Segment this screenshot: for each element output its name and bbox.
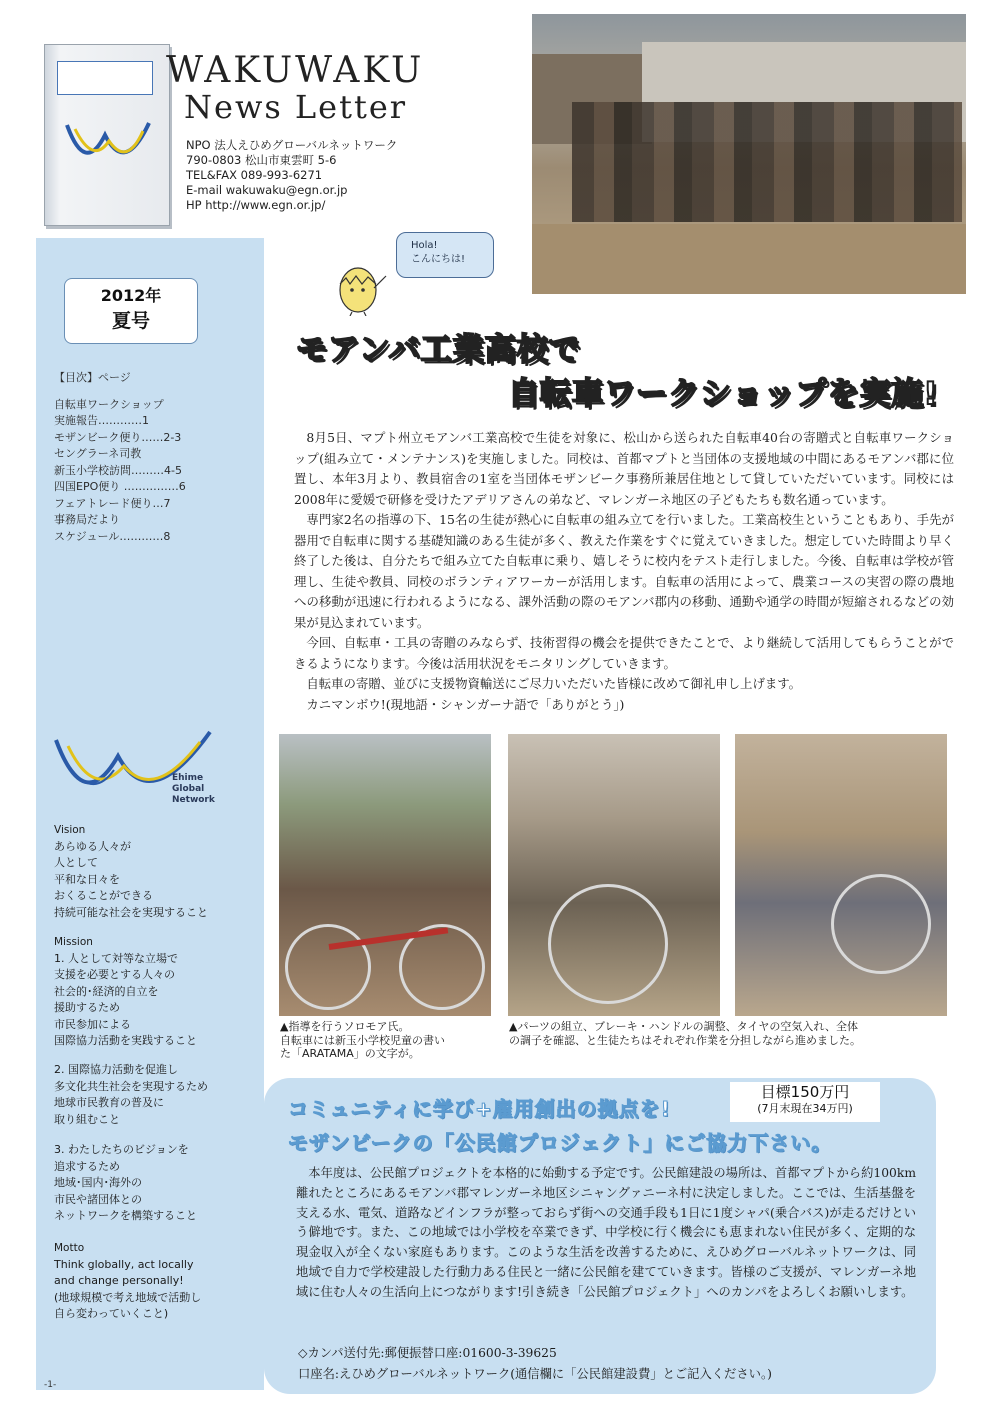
caption-line: の調子を確認、と生徒たちはそれぞれ作業を分担しながら進めました。 [509,1033,861,1047]
greeting-line-2: こんにちは! [411,254,466,265]
mission-line: 地球市民教育の普及に [54,1096,164,1109]
article-paragraph: 自転車の寄贈、並びに支援物資輸送にご尽力いただいた皆様に改めて御礼申し上げます。 [306,676,802,691]
vision-line: 人として [54,856,98,869]
mission-line: 1. 人として対等な立場で [54,951,178,965]
toc-entry: セングラーネ司教 [54,447,142,460]
mission-line: 追求するため [54,1159,120,1173]
toc-entry: スケジュール…………8 [54,529,171,543]
toc-entry: 事務局だより [54,513,120,526]
motto-line: Think globally, act locally [54,1257,194,1271]
mission-line: 多文化共生社会を実現するため [54,1079,208,1093]
project-body [296,1164,916,1303]
mission-item-2 [54,1062,254,1128]
toc-entry: 新玉小学校訪問………4-5 [54,463,182,477]
motto-line: and change personally! [54,1274,184,1287]
mission-heading: Mission [54,936,93,948]
logo-word-2: Global [172,784,205,794]
photo1-caption [280,1020,500,1061]
article-paragraph: 8月5日、マプト州立モアンバ工業高校で生徒を対象に、松山から送られた自転車40台の寄贈式と自転車ワークショップ(組み立て・メンテナンス)を実施しました。同校は、首都マプトと当団体の支援地域の中間にあるモアンバ郡に位置し、本年3月より、教員宿舎の1室を当団体モザンビーク事務所兼居住地として貸していただいています。同校には2008年に愛媛で研修を受けたアデリアさんの弟など、マレンガーネ地区の子どもたちも数名通っています。 [294,430,954,507]
toc-title: 【目次】ページ [54,371,131,384]
donation-account: ◇カンパ送付先:郵便振替口座:01600-3-39625 [298,1346,557,1360]
motto-line: (地球規模で考え地域で活動し [54,1290,202,1304]
mission-line: 市民や諸団体との [54,1192,142,1206]
toc-entry: 自転車ワークショップ [54,397,164,411]
photo23-caption [509,1020,949,1047]
newsletter-title-line1: WAKUWAKU [166,50,425,91]
toc-entry: モザンビーク便り……2-3 [54,430,182,444]
mission-line: 地域･国内･海外の [54,1176,142,1189]
article-paragraph: カニマンボウ!(現地語・シャンガーナ語で「ありがとう」) [306,696,625,712]
bicycle-instruction-photo [279,734,491,1016]
fundraising-goal-box [730,1082,880,1122]
mission-line: 支援を必要とする人々の [54,968,175,981]
students-with-bicycles-photo [532,14,966,294]
bicycle-assembly-photo [508,734,720,1016]
vision-line: 持続可能な社会を実現すること [54,905,208,919]
newsletter-book-cover-image [44,44,170,226]
table-of-contents [54,370,224,545]
postal-address: 790-0803 松山市東雲町 5-6 [186,153,337,167]
donation-account-name: 口座名:えひめグローバルネットワーク(通信欄に「公民館建設費」とご記入ください。) [298,1367,772,1381]
article-headline-line2: 自転車ワークショップを実施! [508,376,939,412]
project-headline-line1: コミュニティに学び+雇用創出の拠点を! [288,1097,671,1121]
mission-line: 国際協力活動を実践すること [54,1034,197,1047]
caption-line: 自転車には新玉小学校児童の書い [280,1033,445,1047]
organization-contact [186,138,397,213]
mission-line: 市民参加による [54,1017,131,1031]
project-paragraph: 本年度は、公民館プロジェクトを本格的に始動する予定です。公民館建設の場所は、首都マプトから約100km離れたところにあるモアンバ郡マレンガーネ地区シニャングァニーネ村に決定しました。ここでは、生活基盤を支える水、電気、道路などインフラが整っておらず街への交通手段も1日に1度シャパ(乗合バス)が走るだけという僻地です。また、この地域では小学校を卒業できず、中学校に行く機会にも恵まれない住民が多く、定期的な現金収入が全くない家庭もあります。このような生活を改善するために、えひめグローバルネットワークは、同地域で自力で学校建設した行動力ある住民と一緒に公民館を建てていきます。皆様のご支援が、マレンガーネ地域に住む人々の生活向上につながります!引き続き「公民館プロジェクト」へのカンパをよろしくお願いします。 [296,1166,916,1299]
email-address: E-mail wakuwaku@egn.or.jp [186,183,348,197]
vision-line: 平和な日々を [54,872,120,886]
motto-heading: Motto [54,1242,85,1254]
mission-section [54,934,254,1050]
page-number: -1- [44,1380,57,1390]
caption-line: ▲パーツの組立、ブレーキ・ハンドルの調整、タイヤの空気入れ、全体 [509,1020,859,1033]
organization-name: NPO 法人えひめグローバルネットワーク [186,138,398,152]
logo-word-1: Ehime [172,773,204,783]
project-headline-line2: モザンビークの「公民館プロジェクト」にご協力下さい。 [288,1131,833,1155]
goal-progress: (7月末現在34万円) [757,1102,853,1115]
mission-line: ネットワークを構築すること [54,1209,197,1222]
vision-line: あらゆる人々が [54,839,131,853]
homepage-url: HP http://www.egn.or.jp/ [186,198,326,212]
article-body [294,428,954,715]
vision-line: おくることができる [54,889,153,902]
logo-word-3: Network [172,795,215,805]
caption-line: ▲指導を行うソロモア氏。 [280,1020,410,1033]
book-cover-label-graphic [57,61,153,95]
egg-mascot-icon [330,250,390,316]
issue-year: 2012年 [100,286,162,305]
caption-line: た「ARATAMA」の文字が。 [280,1047,420,1060]
mission-line: 2. 国際協力活動を促進し [54,1063,178,1076]
motto-section [54,1240,254,1323]
mission-line: 援助するため [54,1001,120,1014]
toc-entry: 四国EPO便り ……………6 [54,480,186,493]
toc-entry: 実施報告…………1 [54,414,149,427]
egn-logo-text [172,773,215,806]
greeting-speech-bubble [396,232,494,278]
motto-line: 自ら変わっていくこと) [54,1307,169,1320]
mission-line: 社会的･経済的自立を [54,984,159,998]
vision-heading: Vision [54,824,86,836]
newsletter-title-line2: News Letter [184,88,408,126]
issue-season-box [64,278,198,344]
mission-item-3 [54,1142,254,1225]
article-paragraph: 今回、自転車・工具の寄贈のみならず、技術習得の機会を提供できたことで、より継続して活用してもらうことができるようになります。今後は活用状況をモニタリングしていきます。 [294,635,954,671]
mission-line: 3. わたしたちのビジョンを [54,1143,189,1156]
book-cover-logo-graphic [65,115,151,175]
tel-fax: TEL&FAX 089-993-6271 [186,168,323,182]
mission-line: 取り組むこと [54,1112,120,1126]
toc-entry: フェアトレード便り…7 [54,496,171,510]
issue-season: 夏号 [111,310,150,332]
article-headline-line1: モアンバ工業高校で [296,332,581,368]
article-paragraph: 専門家2名の指導の下、15名の生徒が熱心に自転車の組み立てを行いました。工業高校生ということもあり、手先が器用で自転車に関する基礎知識のある生徒が多く、教えた作業をすぐに覚えていきました。想定していた時間より早く終了した後は、自分たちで組み立てた自転車に乗り、嬉しそうに校内をテスト走行しました。今後、自転車は学校が管理し、生徒や教員、同校のボランティアワーカーが活用します。自転車の活用によって、農業コースの実習の際の農地への移動が迅速に行われるようになる、課外活動の際のモアンバ郡内の移動、通勤や通学の時間が短縮されるなどの効果が見込まれています。 [294,512,954,630]
greeting-line-1: Hola! [411,240,438,251]
goal-amount: 目標150万円 [760,1083,850,1101]
vision-section [54,822,254,921]
bicycle-maintenance-photo [735,734,947,1016]
